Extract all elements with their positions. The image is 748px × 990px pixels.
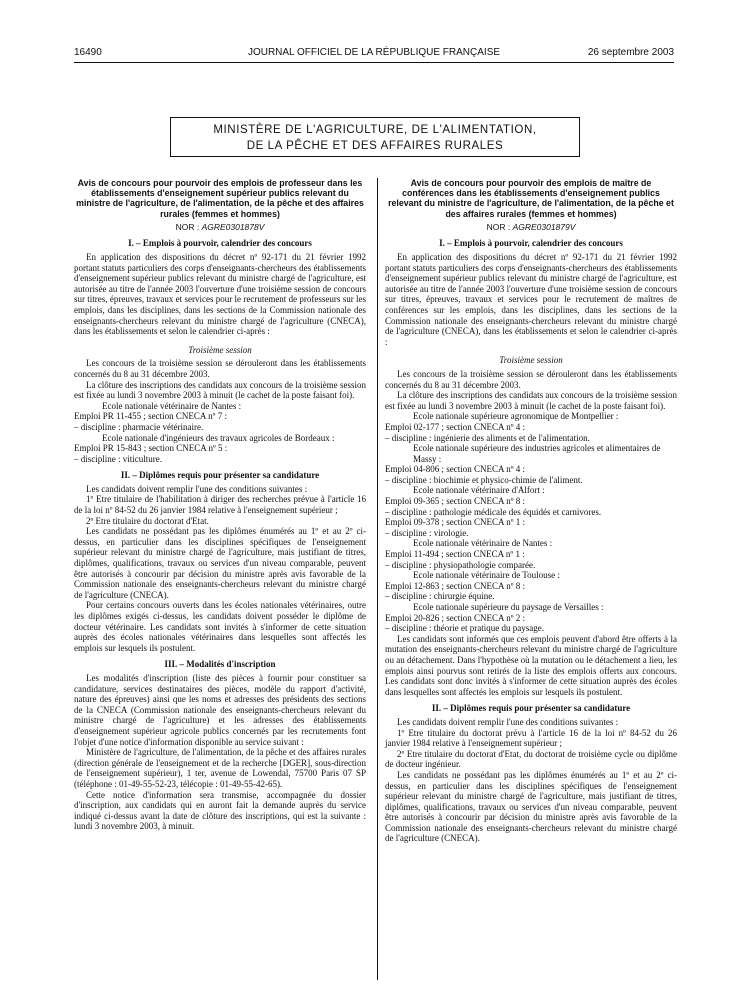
paragraph: La clôture des inscriptions des candidats aux concours de la troisième session est fixée au lundi 3 novembre 2003 à minuit (le cachet de la poste faisant foi). (385, 390, 677, 411)
job-line: Emploi 09-378 ; section CNECA nº 1 : (385, 517, 526, 528)
school-name: Ecole nationale d'ingénieurs des travaux agricoles de Bordeaux : (102, 432, 335, 443)
page-header (74, 47, 674, 63)
paragraph: Les candidats sont informés que ces emplois peuvent d'abord être offerts à la mutation des enseignants-chercheurs relevant du ministre chargé de l'agriculture ou au détachement. Dans l'hypothèse où la mutation ou le détachement a lieu, les emplois ainsi pourvus sont retirés de la liste des emplois offerts aux concours. Les candidats sont donc invités à s'informer de cette situation auprès des écoles dans lesquelles sont affectés les emplois sur lesquels ils postulent. (385, 633, 677, 697)
section-heading: III. – Modalités d'inscription (164, 659, 276, 670)
discipline-line: – discipline : pharmacie vétérinaire. (74, 421, 204, 432)
job-line: Emploi PR 15-843 ; section CNECA nº 5 : (74, 443, 228, 454)
right-column (385, 178, 677, 844)
header-rule (74, 62, 674, 63)
paragraph: Les modalités d'inscription (liste des pièces à fournir pour constituer sa candidature, services destinataires des pièces, modèle du rapport d'activité, nature des épreuves) ainsi que les noms et adresses des présidents des sections de la CNECA (Commission nationale des enseignants-chercheurs relevant du ministre chargé de l'agriculture) et les adresses des établissements d'enseignement supérieur agricole publics concernés par les recrutements font l'objet d'une notice d'information disponible au service suivant : (74, 672, 366, 747)
discipline-line: – discipline : biochimie et physico-chimie de l'aliment. (385, 474, 583, 485)
section-heading: II. – Diplômes requis pour présenter sa candidature (120, 470, 320, 481)
ministry-line-1: MINISTÈRE DE L'AGRICULTURE, DE L'ALIMENTATION, (213, 124, 537, 136)
discipline-line: – discipline : pathologie médicale des équidés et carnivores. (385, 506, 602, 517)
condition-item: 1º Etre titulaire de l'habilitation à diriger des recherches prévue à l'article 16 de la loi nº 84-52 du 26 janvier 1984 relative à l'enseignement supérieur ; (74, 494, 366, 516)
job-line: Emploi 02-177 ; section CNECA nº 4 : (385, 421, 526, 432)
paragraph: La clôture des inscriptions des candidats aux concours de la troisième session est fixée au lundi 3 novembre 2003 à minuit (le cachet de la poste faisant foi). (74, 379, 366, 401)
paragraph: Pour certains concours ouverts dans les écoles nationales vétérinaires, outre les diplômes exigés ci-dessus, les candidats doivent posséder le diplôme de docteur vétérinaire. Les candidats sont invités à s'informer de cette situation auprès des écoles nationales vétérinaires dans lesquelles sont affectés les emplois sur lesquels ils postulent. (74, 600, 366, 653)
discipline-line: – discipline : physiopathologie comparée. (385, 559, 536, 570)
paragraph: Les candidats ne possédant pas les diplômes énumérés au 1º et au 2º ci-dessus, en particulier dans les disciplines spécifiques de l'enseignement supérieur relevant du ministre chargé de l'agriculture, mais justifiant de titres, diplômes, qualifications, travaux ou services d'un niveau comparable, peuvent être autorisés à concourir par décision du ministre après avis favorable de la Commission nationale des enseignants-chercheurs relevant du ministre chargé de l'agriculture (CNECA). (74, 526, 366, 600)
discipline-line: – discipline : ingénierie des aliments et de l'alimentation. (385, 432, 590, 443)
section-heading: II. – Diplômes requis pour présenter sa candidature (431, 703, 631, 714)
publication-date: 26 septembre 2003 (587, 47, 674, 58)
condition-item: 1º Etre titulaire du doctorat prévu à l'article 16 de la loi nº 84-52 du 26 janvier 1984 relative à l'enseignement supérieur ; (385, 727, 677, 749)
column-separator (377, 178, 378, 980)
paragraph: En application des dispositions du décret nº 92-171 du 21 février 1992 portant statuts particuliers des corps d'enseignants-chercheurs des établissements d'enseignement supérieur publics relevant du ministre chargé de l'agriculture, est autorisée au titre de l'année 2003 l'ouverture d'une troisième session de concours sur titres, épreuves, travaux et services pour le recrutement de maîtres de conférences sur les emplois, dans les disciplines, dans les sections de la Commission nationale des enseignants-chercheurs relevant du ministre chargé de l'agriculture (CNECA), dans les établissements et selon le calendrier ci-après : (385, 252, 677, 347)
school-name: Ecole nationale vétérinaire de Toulouse : (413, 570, 560, 581)
school-name: Ecole nationale vétérinaire de Nantes : (413, 538, 553, 549)
school-name: Ecole nationale supérieure des industries agricoles et alimentaires de Massy : (413, 443, 661, 464)
paragraph: Les candidats ne possédant pas les diplômes énumérés au 1º et au 2º ci-dessus, en particulier dans les disciplines spécifiques de l'enseignement supérieur relevant du ministre chargé de l'agriculture, mais justifiant de titres, diplômes, qualifications, travaux ou services d'un niveau comparable, peuvent être autorisés à concourir par décision du ministre après avis favorable de la Commission nationale des enseignants-chercheurs relevant du ministre chargé de l'agriculture (CNECA). (385, 769, 677, 844)
section-heading: I. – Emplois à pourvoir, calendrier des concours (128, 238, 312, 249)
nor-label: NOR : (175, 221, 200, 232)
discipline-line: – discipline : chirurgie équine. (385, 591, 495, 602)
discipline-line: – discipline : viticulture. (74, 453, 162, 464)
notice-title: Avis de concours pour pourvoir des emplois de maître de conférences dans les établissements d'enseignement publics relevant du ministre de l'agriculture, de l'alimentation, de la pêche et des affaires rurales (femmes et hommes) (388, 178, 674, 219)
nor-code: AGRE0301878V (201, 221, 265, 232)
ministry-line-2: DE LA PÊCHE ET DES AFFAIRES RURALES (246, 140, 504, 152)
paragraph: Les candidats doivent remplir l'une des conditions suivantes : (397, 716, 619, 727)
paragraph: Les concours de la troisième session se dérouleront dans les établissements concernés du 8 au 31 décembre 2003. (74, 358, 366, 379)
job-line: Emploi 11-494 ; section CNECA nº 1 : (385, 549, 525, 560)
session-heading: Troisième session (188, 344, 252, 355)
page-number: 16490 (74, 47, 102, 58)
condition-item: 2º Etre titulaire du doctorat d'Etat, du doctorat de troisième cycle ou diplôme de docteur ingénieur. (385, 748, 677, 770)
notice-title: Avis de concours pour pourvoir des emplois de professeur dans les établissements d'enseignement supérieur publics relevant du ministre de l'agriculture, de l'alimentation, de la pêche et des affaires rurales (femmes et hommes) (76, 178, 364, 219)
job-line: Emploi PR 11-455 ; section CNECA nº 7 : (74, 411, 227, 422)
paragraph: Les candidats doivent remplir l'une des conditions suivantes : (86, 483, 308, 494)
school-name: Ecole nationale vétérinaire de Nantes : (102, 400, 242, 411)
paragraph: Ministère de l'agriculture, de l'alimentation, de la pêche et des affaires rurales (direction générale de l'enseignement et de la recherche [DGER], sous-direction de l'enseignement supérieur), 1 ter, avenue de Lowendal, 75700 Paris 07 SP (téléphone : 01-49-55-52-23, télécopie : 01-49-55-42-65). (74, 747, 366, 789)
nor-reference (385, 222, 677, 233)
job-line: Emploi 04-806 ; section CNECA nº 4 : (385, 464, 526, 475)
paragraph: Cette notice d'information sera transmise, accompagnée du dossier d'inscription, aux candidats qui en auront fait la demande auprès du service indiqué ci-dessus avant la date de clôture des inscriptions, qui est la suivante : lundi 3 novembre 2003, à minuit. (74, 789, 366, 832)
paragraph: Les concours de la troisième session se dérouleront dans les établissements concernés du 8 au 31 décembre 2003. (385, 368, 677, 390)
school-name: Ecole nationale supérieure du paysage de Versailles : (413, 602, 604, 612)
ministry-box (170, 117, 580, 157)
job-line: Emploi 20-826 ; section CNECA nº 2 : (385, 612, 526, 623)
school-name: Ecole nationale supérieure agronomique de Montpellier : (413, 411, 619, 422)
job-line: Emploi 09-365 ; section CNECA nº 8 : (385, 496, 526, 507)
left-column (74, 178, 366, 832)
session-heading: Troisième session (499, 355, 563, 366)
condition-item: 2º Etre titulaire du doctorat d'Etat. (86, 515, 209, 526)
section-heading: I. – Emplois à pourvoir, calendrier des concours (439, 238, 623, 249)
paragraph: En application des dispositions du décret nº 92-171 du 21 février 1992 portant statuts particuliers des corps d'enseignants-chercheurs des établissements d'enseignement supérieur publics relevant du ministre chargé de l'agriculture, est autorisée au titre de l'année 2003 l'ouverture d'une troisième session de concours sur titres, épreuves, travaux et services pour le recrutement de professeurs sur les emplois, dans les disciplines, dans les sections de la Commission nationale des enseignants-chercheurs relevant du ministre chargé de l'agriculture (CNECA), dans les établissements et selon le calendrier ci-après : (74, 252, 366, 337)
nor-code: AGRE0301879V (512, 221, 576, 232)
job-line: Emploi 12-863 ; section CNECA nº 8 : (385, 580, 526, 591)
nor-reference (74, 222, 366, 233)
discipline-line: – discipline : théorie et pratique du paysage. (385, 623, 544, 634)
journal-title: JOURNAL OFFICIEL DE LA RÉPUBLIQUE FRANÇAISE (247, 47, 501, 58)
school-name: Ecole nationale vétérinaire d'Alfort : (413, 485, 545, 496)
discipline-line: – discipline : virologie. (385, 527, 469, 538)
nor-label: NOR : (486, 221, 511, 232)
